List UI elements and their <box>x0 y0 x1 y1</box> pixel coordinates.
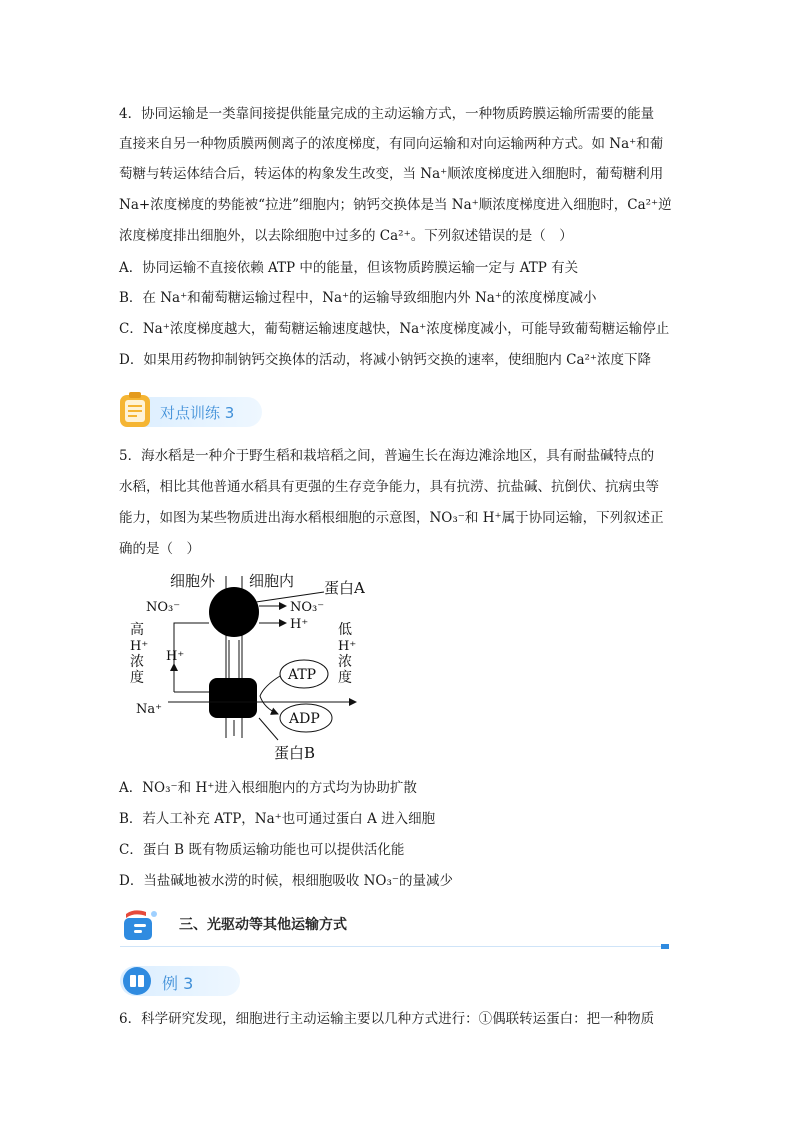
low-conc-2: H⁺ <box>338 639 357 654</box>
section-divider-accent <box>661 944 669 949</box>
h-left-label: H⁺ <box>166 649 185 664</box>
option-c: C．蛋白 B 既有物质运输功能也可以提供活化能 <box>119 842 405 858</box>
practice-badge-label: 对点训练 3 <box>160 404 235 422</box>
low-conc-4: 度 <box>338 670 352 686</box>
outside-label: 细胞外 <box>170 572 216 590</box>
transport-diagram <box>118 568 388 768</box>
option-b: B．若人工补充 ATP，Na⁺也可通过蛋白 A 进入细胞 <box>119 811 436 827</box>
section-3-title: 三、光驱动等其他运输方式 <box>179 917 347 933</box>
question-5-line: 能力，如图为某些物质进出海水稻根细胞的示意图，NO₃⁻和 H⁺属于协同运输，下列叙述正 <box>119 510 664 526</box>
question-4-line: 4．协同运输是一类靠间接提供能量完成的主动运输方式，一种物质跨膜运输所需要的能量 <box>119 106 655 122</box>
no3-left-label: NO₃⁻ <box>146 600 181 615</box>
question-4-line: 直接来自另一种物质膜两侧离子的浓度梯度，有同向运输和对向运输两种方式。如 Na⁺和葡 <box>119 136 664 152</box>
question-5-line: 水稻，相比其他普通水稻具有更强的生存竞争能力，具有抗涝、抗盐碱、抗倒伏、抗病虫等 <box>119 479 659 495</box>
question-4-line: 浓度梯度排出细胞外，以去除细胞中过多的 Ca²⁺。下列叙述错误的是（ ） <box>119 228 573 244</box>
h-right-label: H⁺ <box>290 617 309 632</box>
question-5-line: 确的是（ ） <box>119 541 200 557</box>
protein-a-label: 蛋白A <box>324 579 365 597</box>
question-6-line: 6．科学研究发现，细胞进行主动运输主要以几种方式进行：①偶联转运蛋白：把一种物质 <box>119 1011 655 1027</box>
no3-right-label: NO₃⁻ <box>290 600 325 615</box>
option-d: D．如果用药物抑制钠钙交换体的活动，将减小钠钙交换的速率，使细胞内 Ca²⁺浓度下降 <box>119 352 652 368</box>
protein-b-label: 蛋白B <box>274 744 316 762</box>
inside-label: 细胞内 <box>249 572 295 590</box>
high-conc-4: 度 <box>130 670 144 686</box>
protein-a <box>209 587 259 637</box>
na-label: Na⁺ <box>136 702 162 717</box>
low-conc-1: 低 <box>338 622 352 638</box>
low-conc-3: 浓 <box>338 654 352 670</box>
flag-icon <box>120 906 160 942</box>
atp-label: ATP <box>288 667 317 683</box>
option-a: A．NO₃⁻和 H⁺进入根细胞内的方式均为协助扩散 <box>119 780 417 796</box>
option-d: D．当盐碱地被水涝的时候，根细胞吸收 NO₃⁻的量减少 <box>119 873 454 889</box>
high-conc-3: 浓 <box>130 654 144 670</box>
option-b: B．在 Na⁺和葡萄糖运输过程中，Na⁺的运输导致细胞内外 Na⁺的浓度梯度减小 <box>119 290 597 306</box>
option-c: C．Na⁺浓度梯度越大，葡萄糖运输速度越快，Na⁺浓度梯度减小，可能导致葡萄糖运输停止 <box>119 321 670 337</box>
section-divider <box>120 946 668 947</box>
book-icon <box>122 966 152 996</box>
clipboard-icon <box>118 391 152 429</box>
question-4-line: Na+浓度梯度的势能被“拉进”细胞内；钠钙交换体是当 Na⁺顺浓度梯度进入细胞时，Ca²⁺逆 <box>119 197 672 213</box>
adp-label: ADP <box>289 711 320 727</box>
example-badge-label: 例 3 <box>162 974 194 993</box>
option-a: A．协同运输不直接依赖 ATP 中的能量，但该物质跨膜运输一定与 ATP 有关 <box>119 260 579 276</box>
question-5-line: 5．海水稻是一种介于野生稻和栽培稻之间，普遍生长在海边滩涂地区，具有耐盐碱特点的 <box>119 448 655 464</box>
high-conc-2: H⁺ <box>130 639 149 654</box>
protein-b <box>209 678 257 718</box>
question-4-line: 萄糖与转运体结合后，转运体的构象发生改变，当 Na⁺顺浓度梯度进入细胞时，葡萄糖利用 <box>119 166 664 182</box>
high-conc-1: 高 <box>130 622 144 638</box>
